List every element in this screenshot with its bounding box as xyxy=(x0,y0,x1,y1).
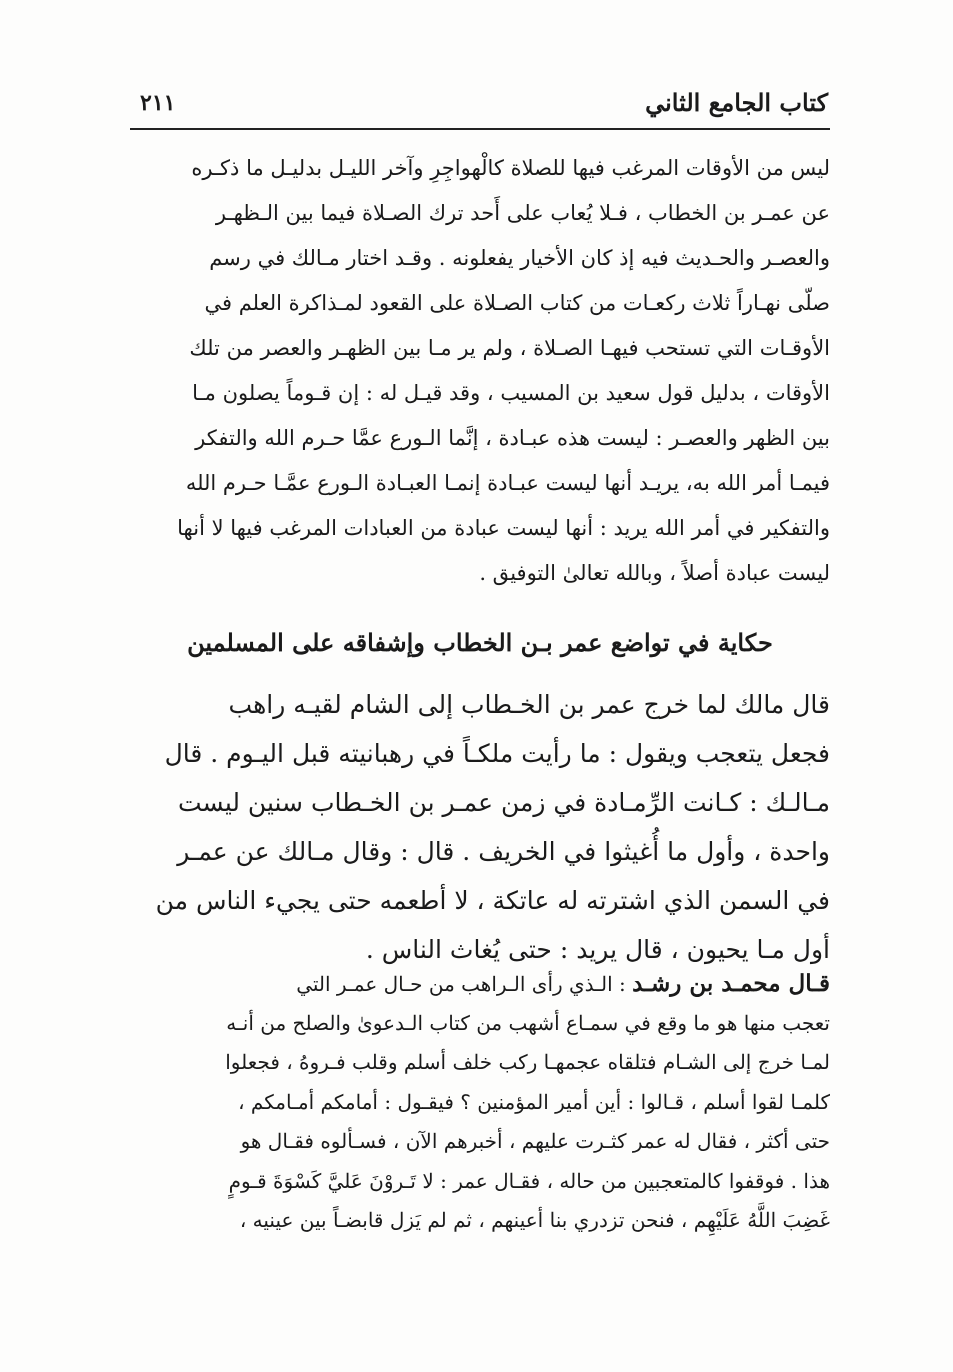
page-number: ٢١١ xyxy=(140,90,176,116)
text-line: عن عمـر بن الخطاب ، فـلا يُعاب على أَحد ترك الصـلاة فيما بين الـظهـر xyxy=(215,201,830,225)
paragraph-fiqh-discussion xyxy=(130,146,830,596)
text-line: ليس من الأوقات المرغب فيها للصلاة كالْهواجِرِ وآخر الليـل بدليـل ما ذكـره xyxy=(191,156,830,180)
header-rule xyxy=(130,128,830,130)
text-line: فيمـا أمر الله به، يريـد أنها ليست عبـادة إنمـا العبـادة الـورع عمَّـا حـرم الله xyxy=(185,471,830,495)
running-title: كتاب الجامع الثاني xyxy=(645,88,828,117)
text-line: والعصـر والحـديث فيه إذ كان الأخيار يفعلونه . وقـد اختار مـالك في رسم xyxy=(209,246,830,270)
text-line: مـالـك : كـانت الرِّمـادة في زمن عمـر بن الخـطاب سنين ليست xyxy=(177,788,830,817)
text-line: الأوقات ، بدليل قول سعيد بن المسيب ، وقد قيـل له : إن قـوماً يصلون مـا xyxy=(192,381,830,405)
text-line: فجعل يتعجب ويقول : ما رأيت ملكـاً في رهبانيته قبل اليـوم . قال xyxy=(164,739,830,768)
text-line: حتى أكثر ، فقال له عمر كثـرت عليهم ، أخبرهم الآن ، فسـألوه فقـال هو xyxy=(240,1129,830,1153)
speaker-line-text: : الـذي رأى الـراهب من حـال عمـر التي xyxy=(296,972,633,996)
text-line: غَضِبَ اللَّهُ عَلَيْهِم ، فنحن تزدري بنا أعينهم ، ثم لم يَزل قابضـاً بين عينيه ، xyxy=(239,1208,830,1232)
text-line: أول مـا يحيون ، قال يريد : حتى يُغاث الناس . xyxy=(365,935,830,964)
paragraph-ibn-rushd-commentary xyxy=(130,964,830,1241)
text-line: والتفكير في أمر الله يريد : أنها ليست عبادة من العبادات المرغب فيها لا أنها xyxy=(177,516,830,540)
text-line xyxy=(130,964,830,1004)
running-header xyxy=(130,84,828,124)
text-line: واحدة ، وأول ما أُغيثوا في الخريف . قال : وقال مـالك عن عمـر xyxy=(177,837,830,866)
text-line: هذا . فوقفوا كالمتعجبين من حاله ، فقـال عمر : لا تَـروْنَ عَليَّ كَسْوَةَ قـومٍ xyxy=(228,1168,830,1193)
text-line: بين الظهر والعصـر : ليست هذه عبـادة ، إنَّما الـورع عمَّا حـرم الله والتفكر xyxy=(195,426,830,450)
text-line: صلّى نهـاراً ثلاث ركعـات من كتاب الصـلاة على القعود لمـذاكرة العلم في xyxy=(204,291,830,315)
text-line: قال مالك لما خرج عمر بن الخـطاب إلى الشام لقيـه راهب xyxy=(228,690,830,719)
text-line: تعجب منها هو ما وقع في سمـاع أشهب من كتاب الـدعوىٰ والصلح من أنـه xyxy=(226,1010,830,1035)
text-line: ليست عبادة أصلاً ، وبالله تعالىٰ التوفيق . xyxy=(479,561,830,585)
paragraph-malik-narration xyxy=(130,680,830,974)
speaker-name: قـال محمـد بن رشـد xyxy=(632,970,830,997)
text-line: الأوقـات التي تستحب فيهـا الصـلاة ، ولم ير مـا بين الظهـر والعصر من تلك xyxy=(189,336,830,360)
text-line: لمـا خرج إلى الشـام فتلقاه عجمهـا ركب خلف أسلم وقلب فـروهُ ، فجعلوا xyxy=(225,1050,830,1074)
text-line: كلمـا لقوا أسلم ، قـالوا : أين أمير المؤمنين ؟ فيقـول : أمامكم أمـامكم ، xyxy=(238,1089,830,1114)
section-heading: حكاية في تواضع عمر بـن الخطاب وإشفاقه على المسلمين xyxy=(187,628,773,657)
text-line: في السمن الذي اشترته له عاتكة ، لا أطعمه حتى يجيء الناس من xyxy=(155,886,830,915)
